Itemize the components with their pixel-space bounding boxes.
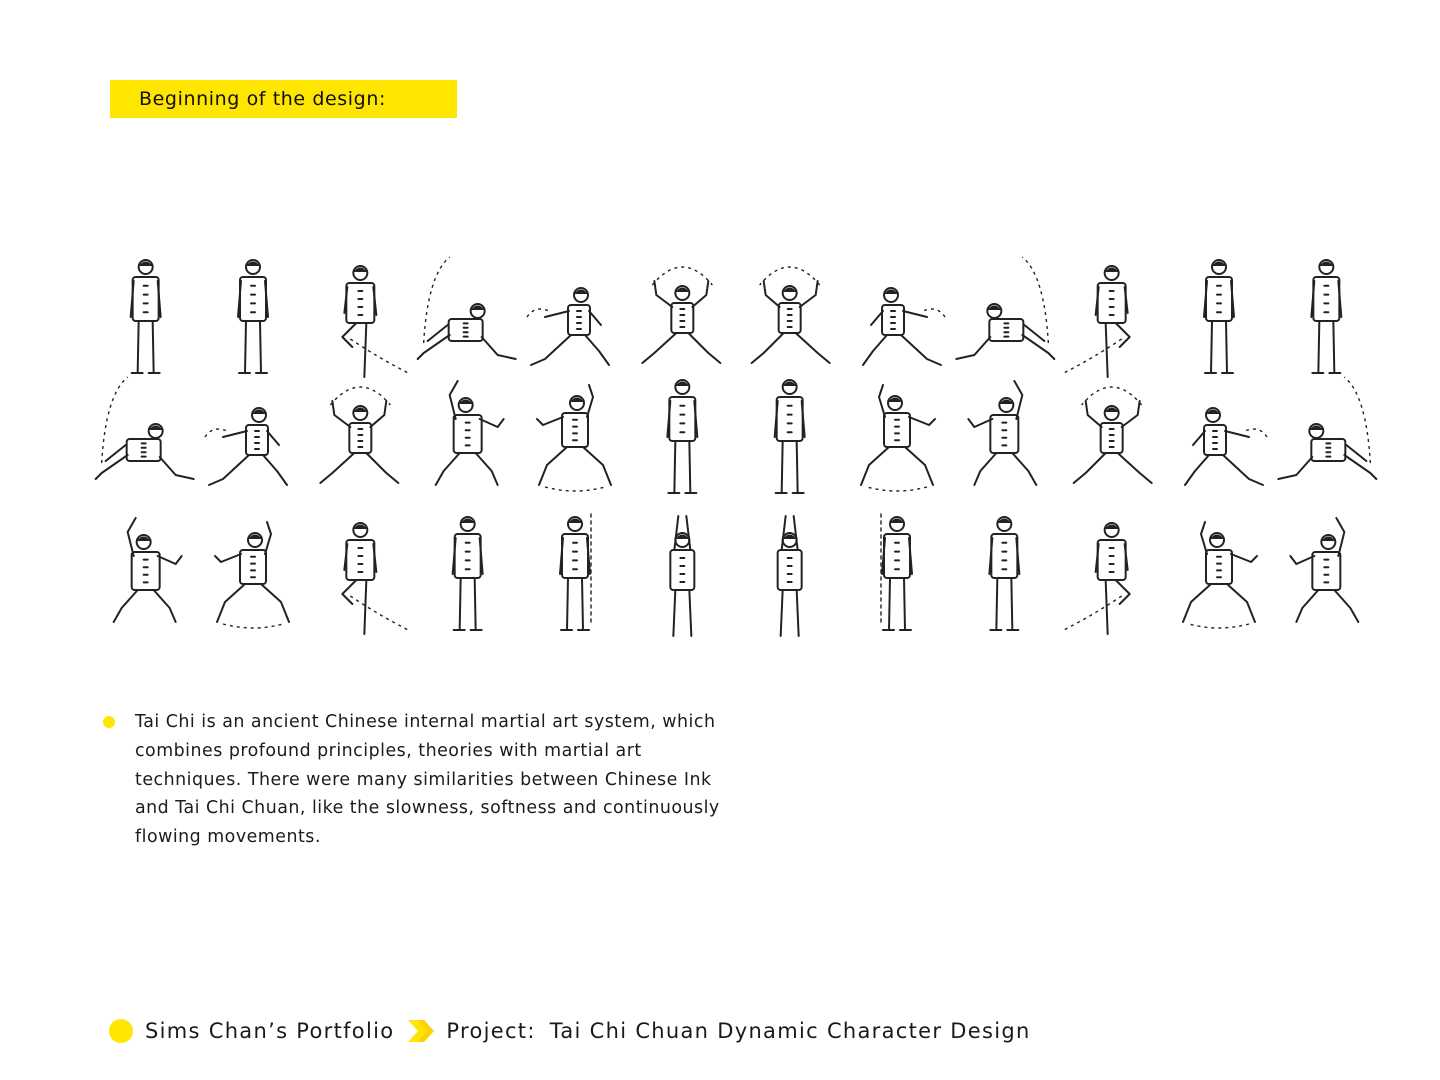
tai-chi-figure — [1183, 522, 1257, 628]
tai-chi-figure — [436, 381, 504, 485]
tai-chi-figure — [863, 288, 945, 365]
tai-chi-figure — [96, 377, 194, 479]
tai-chi-figure — [560, 514, 591, 630]
section-title: Beginning of the design: — [139, 88, 386, 110]
tai-chi-figure — [968, 381, 1036, 485]
tai-chi-figure — [453, 517, 483, 630]
tai-chi-figure — [1290, 518, 1358, 622]
yellow-circle-icon — [109, 1019, 133, 1043]
tai-chi-figure — [1204, 260, 1234, 373]
tai-chi-figure — [418, 257, 516, 359]
section-title-banner — [110, 80, 457, 118]
tai-chi-figures-svg — [92, 250, 1380, 668]
tai-chi-figure — [527, 288, 609, 365]
tai-chi-figure — [114, 518, 182, 622]
project-label: Project: — [446, 1019, 536, 1043]
tai-chi-figure — [320, 387, 398, 483]
tai-chi-figure — [881, 514, 912, 630]
project-name: Tai Chi Chuan Dynamic Character Design — [549, 1019, 1031, 1043]
tai-chi-figure — [775, 380, 805, 493]
tai-chi-figure — [667, 380, 697, 493]
tai-chi-figure — [238, 260, 268, 373]
tai-chi-figure — [131, 260, 161, 373]
tai-chi-figure — [752, 267, 830, 363]
tai-chi-figure — [989, 517, 1019, 630]
tai-chi-figure-sequence-illustration — [92, 250, 1380, 668]
tai-chi-figure — [215, 522, 289, 628]
tai-chi-figure — [205, 408, 287, 485]
portfolio-title: Sims Chan’s Portfolio — [145, 1019, 395, 1043]
tai-chi-figure — [1074, 387, 1152, 483]
description-paragraph: Tai Chi is an ancient Chinese internal martial art system, which combines profound principles, theories with martial art techniques. There were many similarities between Chinese Ink and Tai Chi Chuan, like the slowness, softness and continuously flowing movements. — [135, 712, 720, 848]
double-chevron-icon — [408, 1020, 436, 1042]
tai-chi-figure — [1064, 523, 1130, 634]
tai-chi-figure — [670, 516, 694, 636]
tai-chi-figure — [642, 267, 720, 363]
tai-chi-figure — [1185, 408, 1267, 485]
tai-chi-figure — [778, 516, 802, 636]
footer — [109, 1014, 1031, 1048]
tai-chi-figure — [1064, 266, 1130, 377]
tai-chi-figure — [1311, 260, 1341, 373]
tai-chi-figure — [537, 385, 611, 491]
tai-chi-figure — [1278, 377, 1376, 479]
tai-chi-figure — [342, 266, 408, 377]
tai-chi-figure — [861, 385, 935, 491]
bullet-dot-icon — [103, 716, 115, 728]
tai-chi-figure — [342, 523, 408, 634]
tai-chi-figure — [956, 257, 1054, 359]
